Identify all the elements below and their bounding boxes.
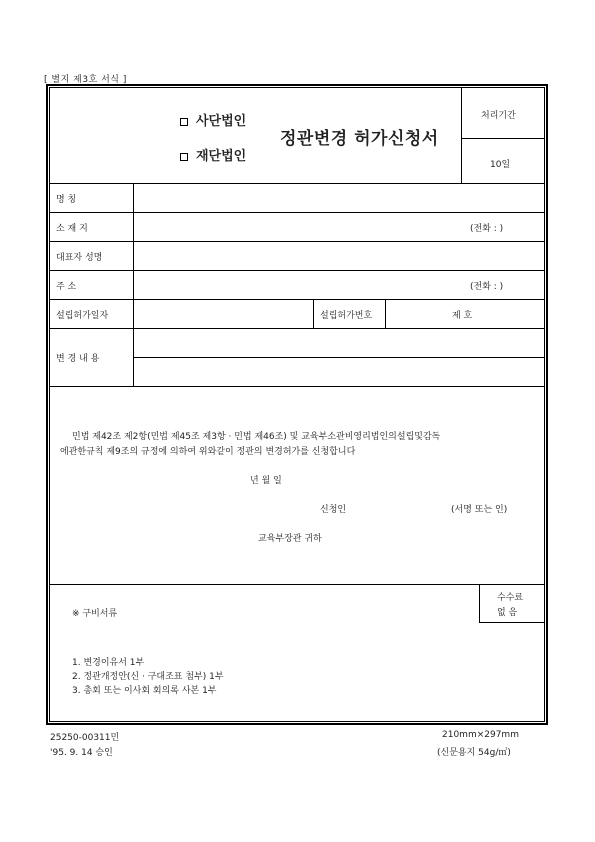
form-number-label: [ 별지 제3호 서식 ] — [44, 75, 127, 85]
row-line — [49, 299, 545, 300]
processing-hline — [461, 138, 545, 139]
date-line: 년 월 일 — [250, 476, 282, 486]
location-field[interactable] — [135, 214, 465, 239]
document-item: 1. 변경이유서 1부 — [72, 658, 145, 668]
section-line — [49, 584, 545, 585]
est-divider-1 — [313, 299, 314, 328]
approval-date: '95. 9. 14 승인 — [50, 748, 113, 758]
corp-option-social[interactable]: 사단법인 — [180, 110, 246, 129]
label-column-divider — [133, 183, 134, 386]
checkbox-icon[interactable] — [180, 153, 188, 161]
row-line — [133, 357, 545, 358]
corp-option-foundation[interactable]: 재단법인 — [180, 145, 246, 164]
row-line — [49, 386, 545, 387]
page-title: 정관변경 허가신청서 — [280, 129, 439, 149]
documents-label: ※ 구비서류 — [72, 609, 118, 619]
form-code: 25250-00311민 — [50, 733, 120, 743]
recipient-label: 교육부장관 귀하 — [258, 534, 322, 544]
address-label: 주 소 — [56, 282, 77, 292]
rep-name-label: 대표자 성명 — [56, 253, 103, 263]
address-phone: (전화 : ) — [470, 282, 504, 292]
fee-divider-h — [479, 622, 545, 623]
row-line — [49, 241, 545, 242]
rep-name-field[interactable] — [135, 243, 543, 268]
fee-label: 수수료 — [497, 593, 524, 603]
fee-divider-v — [479, 584, 480, 622]
est-number-format: 제 호 — [452, 311, 473, 321]
statement-line-1: 민법 제42조 제2항(민법 제45조 제3항 · 민법 제46조) 및 교육부소관비영리법인의설립및감독 — [72, 432, 441, 442]
location-phone: (전화 : ) — [470, 224, 504, 234]
address-field[interactable] — [135, 272, 465, 297]
est-date-label: 설립허가일자 — [56, 311, 109, 321]
row-line — [49, 212, 545, 213]
processing-divider — [461, 87, 462, 183]
name-label: 명 칭 — [56, 195, 77, 205]
est-number-label: 설립허가번호 — [320, 311, 373, 321]
est-divider-2 — [385, 299, 386, 328]
name-field[interactable] — [135, 185, 543, 210]
change-label: 변 경 내 용 — [56, 354, 100, 364]
processing-value: 10일 — [490, 160, 511, 170]
document-item: 2. 정관개정안(신 · 구대조표 첨부) 1부 — [72, 672, 224, 682]
statement-line-2: 에관한규칙 제9조의 규정에 의하여 위와같이 정관의 변경허가를 신청합니다 — [60, 447, 356, 457]
location-label: 소 재 지 — [56, 224, 88, 234]
document-item: 3. 총회 또는 이사회 회의록 사본 1부 — [72, 686, 217, 696]
est-date-field[interactable] — [135, 301, 311, 326]
row-line — [49, 270, 545, 271]
row-line — [49, 328, 545, 329]
processing-label: 처리기간 — [481, 111, 516, 121]
row-line — [49, 183, 545, 184]
applicant-label: 신청인 — [320, 505, 347, 515]
fee-value: 없 음 — [497, 608, 518, 618]
paper-type: (신문용지 54g/㎡) — [437, 748, 511, 758]
checkbox-icon[interactable] — [180, 118, 188, 126]
change-field-1[interactable] — [135, 330, 543, 355]
sign-label: (서명 또는 인) — [451, 505, 508, 515]
paper-size: 210mm×297mm — [442, 730, 519, 740]
change-field-2[interactable] — [135, 359, 543, 384]
